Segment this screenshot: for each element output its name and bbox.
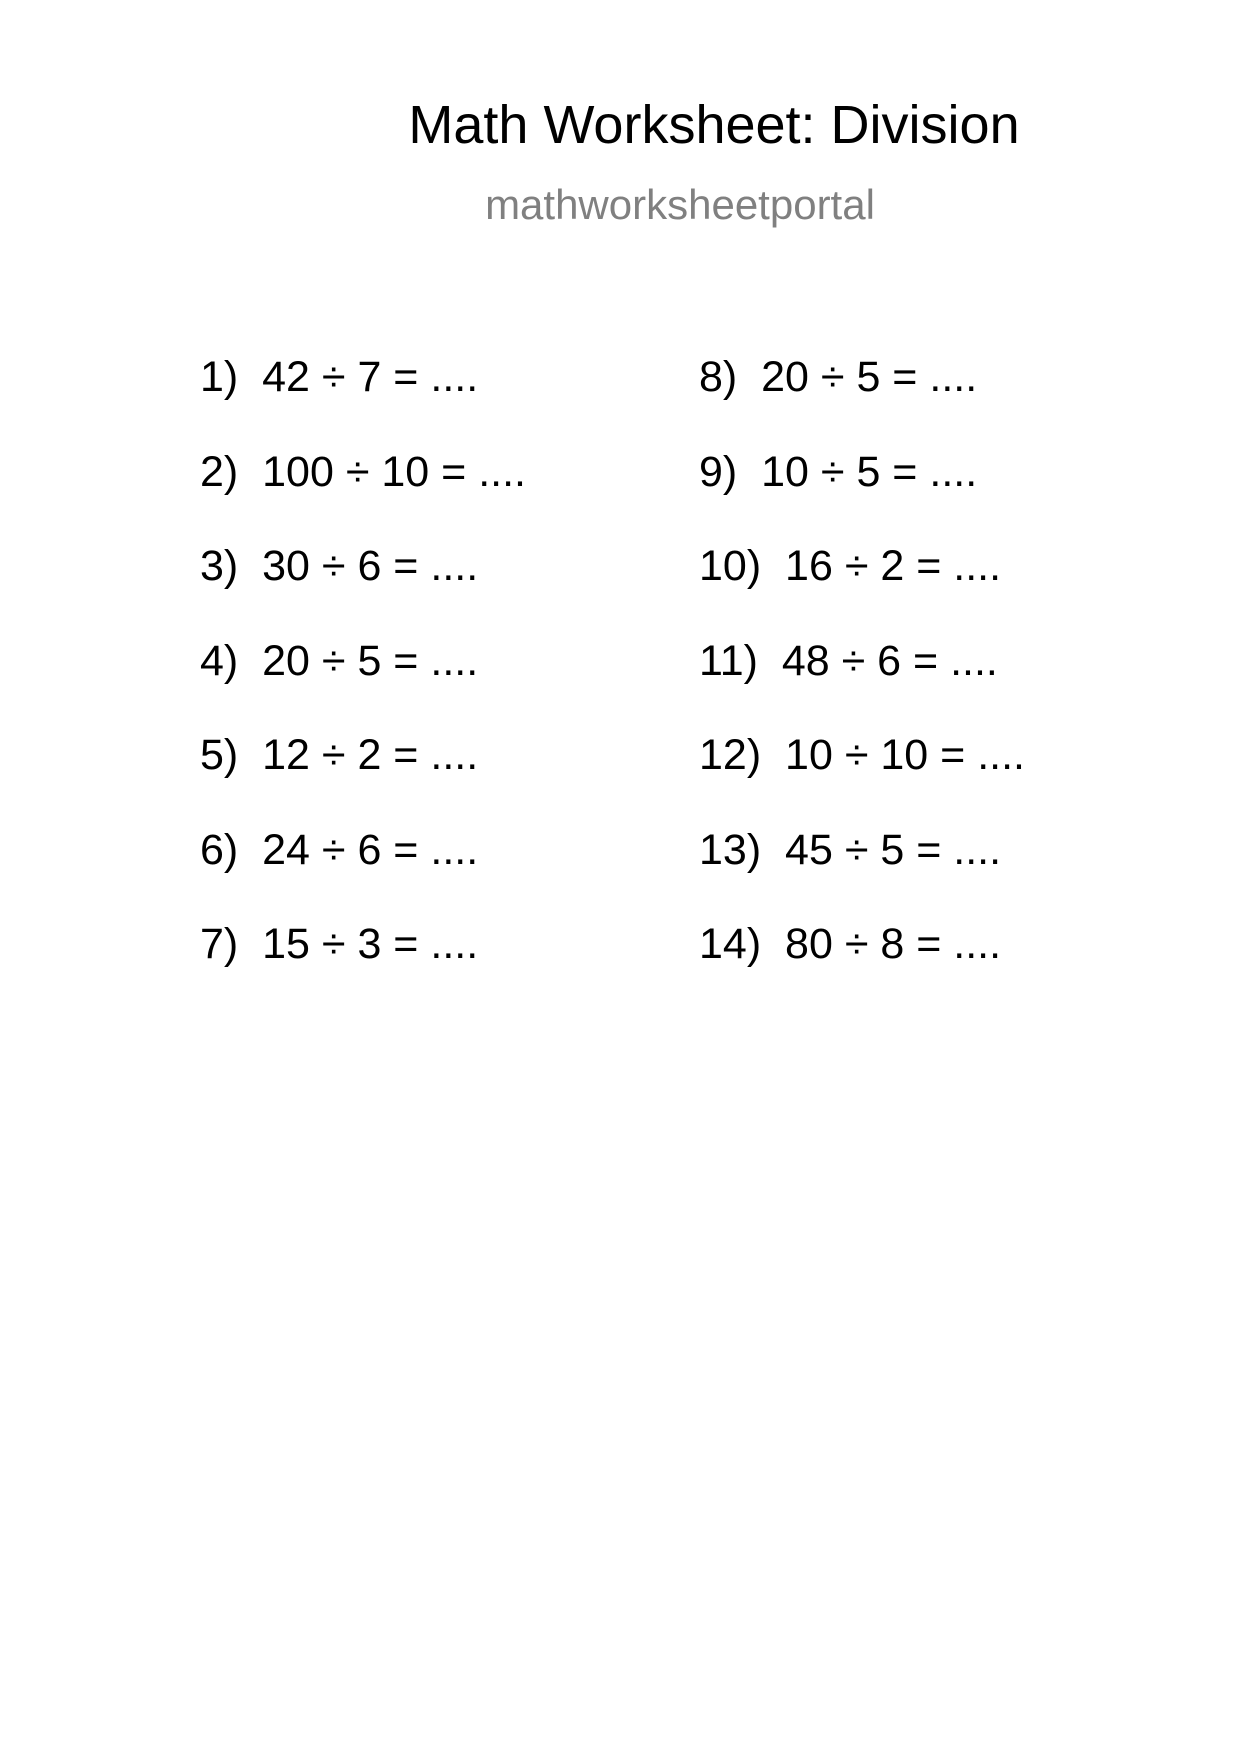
problem-item: 5) 12 ÷ 2 = .... [200, 731, 479, 779]
problem-item: 9) 10 ÷ 5 = .... [699, 447, 978, 496]
problem-item: 13) 45 ÷ 5 = .... [699, 825, 1002, 874]
worksheet-subtitle: mathworksheetportal [485, 181, 875, 228]
problem-item: 8) 20 ÷ 5 = .... [699, 353, 978, 401]
worksheet-title: Math Worksheet: Division [408, 95, 1020, 155]
problem-item: 14) 80 ÷ 8 = .... [699, 920, 1002, 968]
problem-item: 12) 10 ÷ 10 = .... [699, 731, 1025, 779]
problems-right-column [699, 353, 1025, 1018]
problem-item: 3) 30 ÷ 6 = .... [200, 542, 479, 590]
problems-left-column [200, 353, 526, 1018]
problem-item: 6) 24 ÷ 6 = .... [200, 825, 479, 874]
problem-item: 2) 100 ÷ 10 = .... [200, 447, 526, 496]
problem-item: 1) 42 ÷ 7 = .... [200, 353, 479, 401]
problem-item: 10) 16 ÷ 2 = .... [699, 542, 1002, 590]
problem-item: 11) 48 ÷ 6 = .... [699, 636, 998, 685]
problem-item: 7) 15 ÷ 3 = .... [200, 920, 479, 968]
problem-item: 4) 20 ÷ 5 = .... [200, 636, 479, 685]
